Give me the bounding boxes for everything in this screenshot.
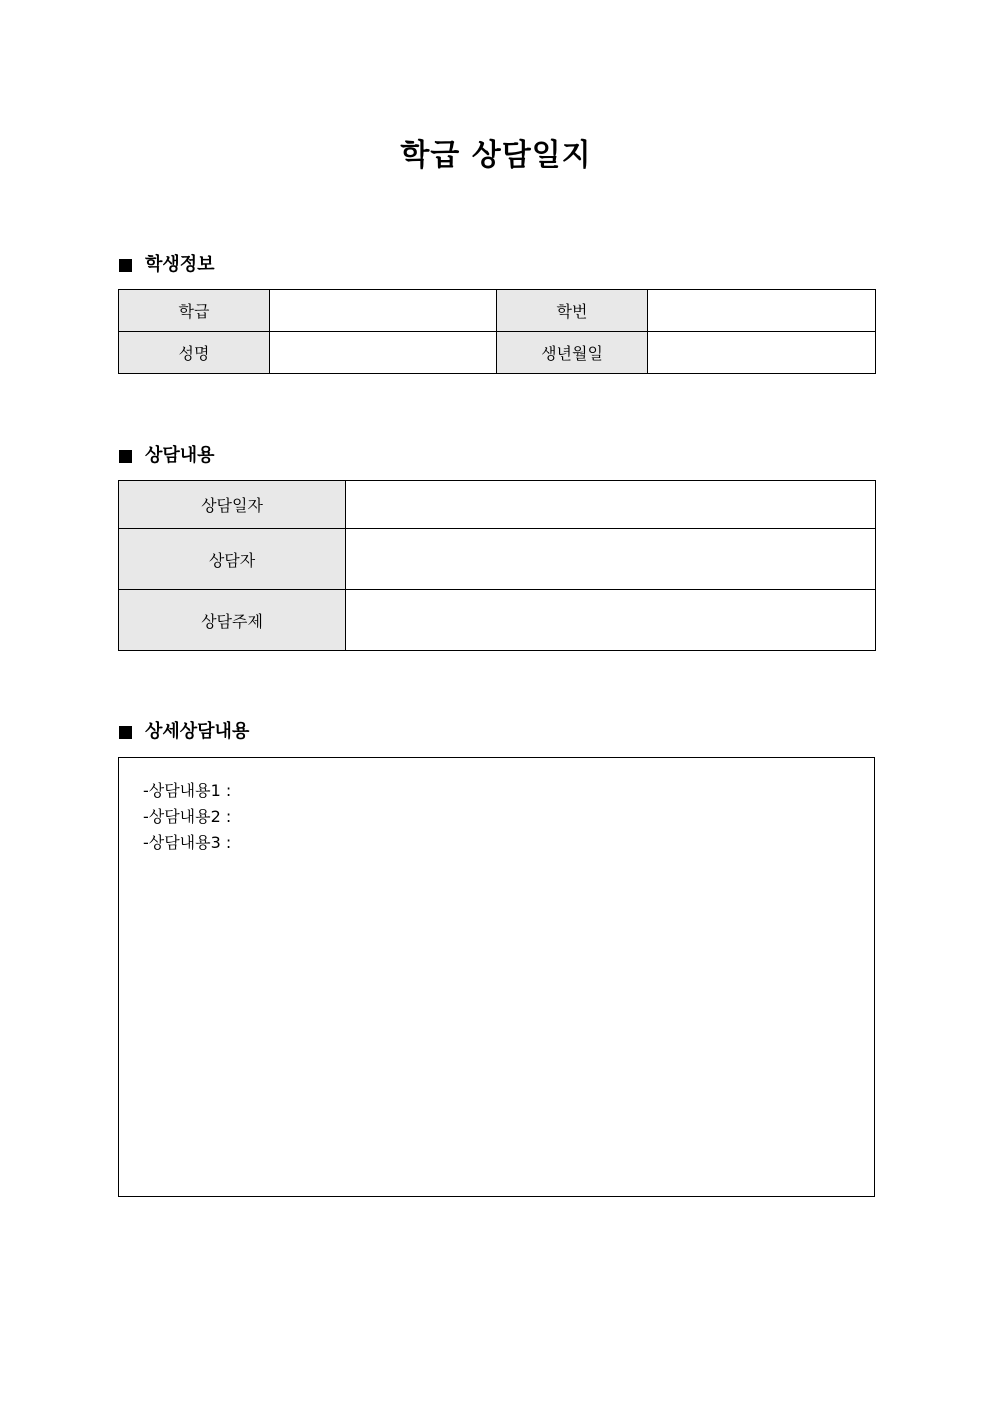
table-row [119, 529, 876, 590]
class-label: 학급 [119, 290, 270, 332]
square-bullet-icon [119, 259, 132, 272]
square-bullet-icon [119, 726, 132, 739]
counsel-date-label: 상담일자 [119, 481, 346, 529]
birthdate-value-cell[interactable] [648, 332, 876, 374]
counsel-topic-label: 상담주제 [119, 590, 346, 651]
table-row [119, 332, 876, 374]
detail-line-3: -상담내용3 : [143, 833, 232, 852]
student-info-heading-text: 학생정보 [145, 254, 215, 275]
student-info-table [118, 289, 876, 374]
student-info-heading [119, 253, 215, 277]
counsel-topic-value-cell[interactable] [346, 590, 876, 651]
class-value-cell[interactable] [270, 290, 497, 332]
document-title: 학급 상담일지 [400, 138, 592, 173]
name-value-cell[interactable] [270, 332, 497, 374]
counselor-label: 상담자 [119, 529, 346, 590]
counsel-date-value-cell[interactable] [346, 481, 876, 529]
square-bullet-icon [119, 450, 132, 463]
detail-line-1: -상담내용1 : [143, 781, 232, 800]
table-row [119, 590, 876, 651]
detail-content-box[interactable] [118, 757, 875, 1197]
counsel-info-table [118, 480, 876, 651]
detail-heading [119, 720, 249, 744]
table-row [119, 481, 876, 529]
counsel-info-heading-text: 상담내용 [145, 445, 215, 466]
name-label: 성명 [119, 332, 270, 374]
table-row [119, 290, 876, 332]
detail-heading-text: 상세상담내용 [145, 721, 250, 742]
counsel-info-heading [119, 444, 215, 468]
student-number-label: 학번 [497, 290, 648, 332]
detail-line-2: -상담내용2 : [143, 807, 232, 826]
detail-lines [143, 778, 231, 856]
birthdate-label: 생년월일 [497, 332, 648, 374]
student-number-value-cell[interactable] [648, 290, 876, 332]
counselor-value-cell[interactable] [346, 529, 876, 590]
